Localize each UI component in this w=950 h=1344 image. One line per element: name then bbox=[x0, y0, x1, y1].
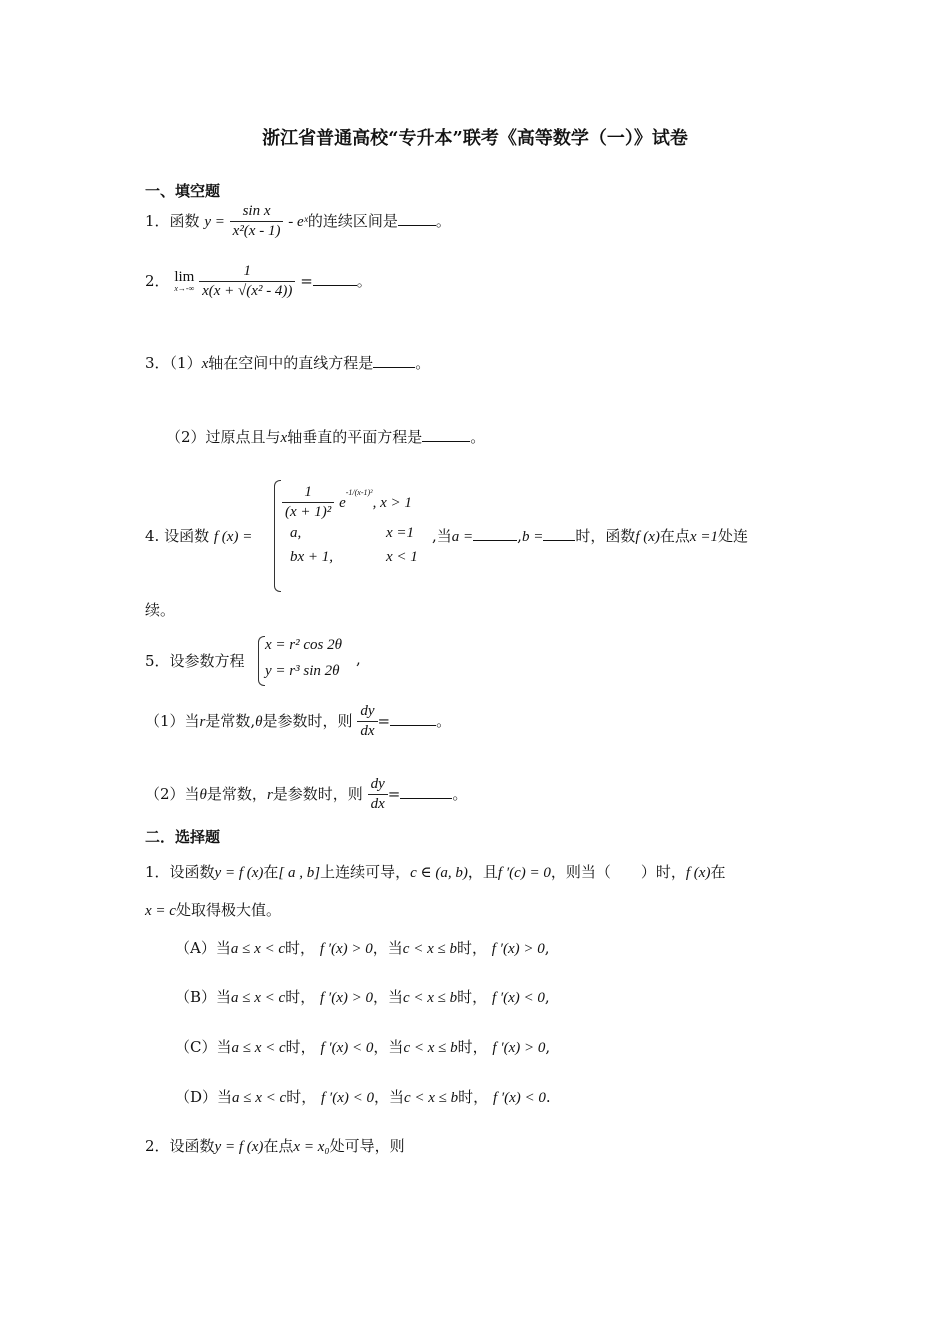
q2-lim: lim bbox=[174, 269, 195, 286]
q4-case1-num: 1 bbox=[282, 484, 334, 503]
q5b-mid2: 是参数时，则 bbox=[272, 784, 363, 803]
q4-case1-exp: e bbox=[339, 494, 346, 511]
option-a-interval-2: c < x ≤ b bbox=[402, 941, 457, 957]
option-b[interactable] bbox=[175, 986, 550, 1007]
option-c-text-2: ，当 bbox=[373, 1038, 404, 1056]
choice-2 bbox=[145, 1135, 405, 1156]
q4-brace bbox=[274, 480, 281, 592]
q4-a-eq: a = bbox=[451, 529, 474, 545]
question-2 bbox=[145, 263, 372, 301]
option-d-text-2: ，当 bbox=[373, 1088, 404, 1106]
q1-post: 的连续区间是 bbox=[307, 211, 398, 230]
q1-number: 1． bbox=[145, 211, 170, 230]
section-multiple-choice: 二．选择题 bbox=[145, 828, 221, 846]
c1-end: 在 bbox=[710, 863, 726, 881]
choice-1-line-1 bbox=[145, 861, 725, 882]
option-a-interval-1: a ≤ x < c bbox=[230, 941, 286, 957]
q4-sep: , bbox=[517, 527, 522, 545]
q4-continuation: 续。 bbox=[145, 601, 176, 619]
q5b-mid: 是常数， bbox=[206, 784, 267, 803]
q3b-text: 轴垂直的平面方程是 bbox=[287, 428, 423, 446]
q4-pre-text: 4. 设函数 bbox=[145, 527, 210, 545]
option-b-interval-1: a ≤ x < c bbox=[231, 990, 286, 1006]
q5-prefix: 5．设参数方程 bbox=[145, 652, 245, 670]
c1-mid3: ，则当（ ）时， bbox=[550, 863, 686, 881]
q4-case2-cond: x =1 bbox=[386, 525, 415, 541]
c1-line2-text: 处取得极大值。 bbox=[175, 901, 281, 919]
c2-y: y = f (x) bbox=[214, 1139, 264, 1155]
q3a-prefix: （1） bbox=[169, 354, 202, 372]
c1-fc: f ′(c) = 0 bbox=[497, 865, 551, 881]
q4-b-eq: b = bbox=[521, 529, 544, 545]
q5-line-1: x = r² cos 2θ bbox=[265, 637, 342, 653]
option-d-text-1: 时， bbox=[286, 1088, 317, 1106]
q4-post2: 在点 bbox=[659, 527, 690, 545]
q5a-mid: 是常数, bbox=[205, 711, 256, 730]
q3b-prefix: （2）过原点且与 bbox=[166, 428, 281, 446]
q5a-theta: θ bbox=[255, 713, 263, 730]
q3a-var: x bbox=[201, 356, 209, 372]
c2-pre: 2．设函数 bbox=[145, 1137, 215, 1155]
q5b-blank[interactable] bbox=[400, 784, 452, 799]
q5a-pre: （1）当 bbox=[145, 711, 200, 730]
q5a-derivative bbox=[357, 703, 377, 741]
q5a-num: dy bbox=[357, 703, 377, 722]
q5b-r: r bbox=[266, 786, 273, 803]
option-c-deriv-2: f ′(x) > 0 bbox=[492, 1040, 546, 1056]
q1-y: y = bbox=[204, 213, 225, 230]
option-d-deriv-2: f ′(x) < 0 bbox=[492, 1090, 546, 1106]
q5a-end: 。 bbox=[436, 711, 452, 730]
q5-part-1 bbox=[145, 703, 451, 741]
q2-end: 。 bbox=[356, 271, 372, 290]
q2-blank[interactable] bbox=[313, 271, 357, 286]
q4-case3-cond: x < 1 bbox=[386, 549, 418, 565]
q3a-blank[interactable] bbox=[373, 353, 415, 368]
q5-part-2 bbox=[145, 776, 467, 814]
option-b-label: （B）当 bbox=[175, 988, 232, 1006]
option-d[interactable] bbox=[175, 1086, 551, 1107]
c1-fx: f (x) bbox=[685, 865, 711, 881]
option-d-deriv-1: f ′(x) < 0 bbox=[321, 1090, 374, 1106]
q2-limit bbox=[174, 270, 194, 293]
q1-prefix: 函数 bbox=[169, 211, 200, 230]
c1-mid: 上连续可导， bbox=[320, 863, 411, 881]
c1-mid2: ，且 bbox=[467, 863, 498, 881]
option-b-deriv-2: f ′(x) < 0 bbox=[491, 990, 545, 1006]
option-a-deriv-1: f ′(x) > 0 bbox=[319, 941, 373, 957]
q3a-end: 。 bbox=[415, 354, 431, 372]
c2-mid: 在点 bbox=[263, 1137, 294, 1155]
c1-y: y = f (x) bbox=[214, 865, 264, 881]
option-c-end: , bbox=[545, 1038, 551, 1056]
q1-denominator: x²(x - 1) bbox=[232, 223, 281, 240]
option-c-text-3: 时， bbox=[457, 1038, 488, 1056]
q4-case2-val: a, bbox=[290, 525, 302, 541]
q4-tail bbox=[432, 525, 748, 546]
q5a-den: dx bbox=[360, 723, 375, 740]
c1-line2-var: x = c bbox=[145, 903, 176, 919]
option-c-interval-2: c < x ≤ b bbox=[403, 1040, 458, 1056]
question-3-part-1 bbox=[145, 352, 430, 373]
option-c-deriv-1: f ′(x) < 0 bbox=[320, 1040, 374, 1056]
c1-interval: [ a , b] bbox=[278, 865, 321, 881]
q5a-r: r bbox=[199, 713, 206, 730]
q5b-eq: = bbox=[387, 784, 401, 803]
choice-1-line-2 bbox=[145, 899, 281, 920]
q5b-pre: （2）当 bbox=[145, 784, 200, 803]
option-a-text-1: 时， bbox=[285, 939, 316, 957]
q4-case-1 bbox=[282, 484, 412, 522]
q4-blank-b[interactable] bbox=[543, 526, 575, 541]
option-c[interactable] bbox=[175, 1036, 550, 1057]
q5-comma: , bbox=[356, 650, 361, 668]
option-b-text-2: ，当 bbox=[372, 988, 403, 1006]
q4-post3: 处连 bbox=[717, 527, 748, 545]
q1-exp-term: - eˣ bbox=[288, 213, 308, 230]
c2-point: x = x₀ bbox=[293, 1139, 330, 1155]
q4-prefix bbox=[145, 525, 252, 546]
q5b-den: dx bbox=[370, 796, 385, 813]
q3b-end: 。 bbox=[470, 428, 486, 446]
q2-numerator: 1 bbox=[199, 263, 295, 282]
c1-c-in: c ∈ (a, b) bbox=[410, 865, 468, 881]
q1-blank[interactable] bbox=[398, 211, 436, 226]
option-b-interval-2: c < x ≤ b bbox=[402, 990, 458, 1006]
q4-post: 时，函数 bbox=[575, 527, 636, 545]
q5b-end: 。 bbox=[452, 784, 468, 803]
c1-pre: 1．设函数 bbox=[145, 863, 215, 881]
option-d-text-3: 时， bbox=[458, 1088, 489, 1106]
q4-case1-exp-sup: -1/(x-1)² bbox=[345, 487, 373, 497]
q1-fraction bbox=[230, 203, 284, 241]
option-a-label: （A）当 bbox=[175, 939, 231, 957]
q4-case1-den: (x + 1)² bbox=[285, 504, 332, 521]
option-c-text-1: 时， bbox=[285, 1038, 316, 1056]
q3b-blank[interactable] bbox=[422, 427, 470, 442]
q5a-eq: = bbox=[377, 711, 391, 730]
q5b-num: dy bbox=[368, 776, 388, 795]
q3a-number: 3． bbox=[145, 354, 170, 372]
option-a-deriv-2: f ′(x) > 0 bbox=[491, 941, 545, 957]
q4-point: x =1 bbox=[689, 529, 718, 545]
q4-f2: f (x) bbox=[635, 529, 660, 545]
q5-brace bbox=[258, 636, 265, 686]
section-fill-blank: 一、填空题 bbox=[145, 182, 221, 200]
q5-line-2: y = r³ sin 2θ bbox=[265, 663, 340, 679]
option-c-interval-1: a ≤ x < c bbox=[231, 1040, 286, 1056]
option-b-deriv-1: f ′(x) > 0 bbox=[320, 990, 373, 1006]
option-b-text-1: 时， bbox=[285, 988, 316, 1006]
c1-in: 在 bbox=[263, 863, 279, 881]
option-b-end: , bbox=[544, 988, 550, 1006]
option-d-label: （D）当 bbox=[175, 1088, 233, 1106]
q2-eq: = bbox=[300, 271, 313, 290]
q2-fraction bbox=[199, 263, 295, 301]
q1-end: 。 bbox=[435, 211, 451, 230]
option-d-interval-1: a ≤ x < c bbox=[232, 1090, 287, 1106]
q4-blank-a[interactable] bbox=[473, 526, 517, 541]
q2-lim-sub: x→-∞ bbox=[174, 284, 195, 294]
option-b-text-3: 时， bbox=[457, 988, 488, 1006]
q4-case1-fraction bbox=[282, 484, 334, 522]
q1-numerator: sin x bbox=[230, 203, 284, 222]
option-a-text-3: 时， bbox=[456, 939, 487, 957]
q2-number: 2． bbox=[145, 271, 170, 290]
option-a[interactable] bbox=[175, 937, 550, 958]
option-a-end: , bbox=[544, 939, 550, 957]
q5b-theta: θ bbox=[199, 786, 207, 803]
option-d-interval-2: c < x ≤ b bbox=[403, 1090, 459, 1106]
q4-case3-val: bx + 1, bbox=[290, 549, 334, 565]
option-d-end: . bbox=[545, 1088, 551, 1106]
option-c-label: （C）当 bbox=[175, 1038, 232, 1056]
q4-f: f (x) = bbox=[213, 529, 253, 545]
q5b-derivative bbox=[368, 776, 388, 814]
q5a-blank[interactable] bbox=[390, 711, 436, 726]
c2-end: 处可导，则 bbox=[329, 1137, 405, 1155]
option-a-text-2: ，当 bbox=[372, 939, 403, 957]
q4-case1-cond: , x > 1 bbox=[372, 494, 412, 511]
q3b-var: x bbox=[280, 430, 288, 446]
q2-denominator: x(x + √(x² - 4)) bbox=[202, 283, 293, 300]
q5a-mid2: 是参数时，则 bbox=[262, 711, 353, 730]
page-title: 浙江省普通高校“专升本”联考《高等数学（一）》试卷 bbox=[262, 128, 688, 149]
question-3-part-2 bbox=[166, 426, 485, 447]
question-1 bbox=[145, 203, 451, 241]
q3a-text: 轴在空间中的直线方程是 bbox=[208, 354, 374, 372]
q4-mid: ,当 bbox=[432, 527, 452, 545]
